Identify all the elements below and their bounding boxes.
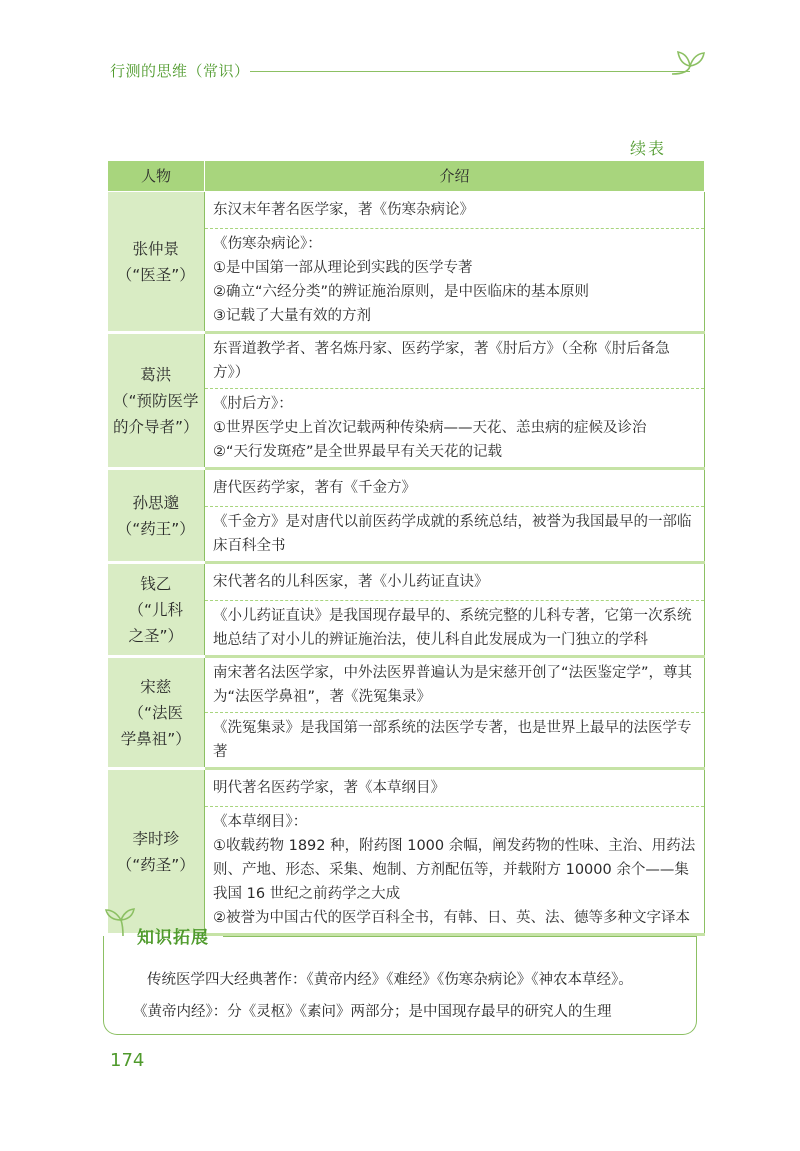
intro-cell: [205, 469, 705, 507]
knowledge-text: 《黄帝内经》：分《灵枢》《素问》两部分；是中国现存最早的研究人的生理: [133, 1004, 612, 1020]
person-name: 孙思邈: [132, 493, 179, 512]
header-rule: [250, 71, 690, 72]
work-line: ①是中国第一部从理论到实践的医学专著: [213, 260, 473, 276]
knowledge-box: [103, 904, 699, 1034]
person-title: （“儿科: [128, 600, 184, 619]
intro-cell: [205, 769, 705, 807]
table-row: [108, 769, 705, 807]
person-name: 宋慈: [140, 677, 172, 696]
intro-cell: [205, 657, 705, 713]
work-cell: [205, 389, 705, 469]
work-cell: [205, 601, 705, 657]
knowledge-text: 传统医学四大经典著作：《黄帝内经》《难经》《伤寒杂病论》《神农本草经》。: [147, 972, 633, 988]
person-title: 之圣”）: [128, 626, 184, 645]
work-cell: [205, 713, 705, 769]
person-cell: [108, 469, 205, 563]
table-header-row: [108, 161, 705, 192]
intro-text: 东晋道教学者、著名炼丹家、医药学家，著《肘后方》（全称《肘后备急方》）: [213, 341, 670, 381]
person-cell: [108, 657, 205, 769]
intro-cell: [205, 192, 705, 229]
work-line: ②确立“六经分类”的辨证施治原则，是中医临床的基本原则: [213, 284, 590, 300]
intro-text: 南宋著名法医学家，中外法医界普遍认为是宋慈开创了“法医鉴定学”，尊其为“法医学鼻祖”，著《洗冤集录》: [213, 665, 693, 705]
work-line: ①收载药物 1892 种，附药图 1000 余幅，阐发药物的性味、主治、用药法则、产地、形态、采集、炮制、方剂配伍等，并载附方 10000 余个——集我国 16 世纪之前药学之大成: [213, 838, 696, 902]
work-line: 《千金方》是对唐代以前医药学成就的系统总结，被誉为我国最早的一部临床百科全书: [213, 514, 692, 554]
person-cell: [108, 333, 205, 469]
intro-text: 宋代著名的儿科医家，著《小儿药证直诀》: [213, 574, 489, 590]
person-name: 李时珍: [132, 829, 179, 848]
person-cell: [108, 563, 205, 657]
person-title: （“预防医学: [112, 391, 199, 410]
work-line: 《洗冤集录》是我国第一部系统的法医学专著，也是世界上最早的法医学专著: [213, 720, 692, 760]
column-header-person: 人物: [108, 161, 205, 192]
table-row: [108, 192, 705, 229]
person-name: 钱乙: [140, 574, 172, 593]
person-title: （“医圣”）: [116, 265, 195, 284]
work-line: ③记载了大量有效的方剂: [213, 308, 371, 324]
intro-text: 明代著名医药学家，著《本草纲目》: [213, 780, 445, 796]
header-title: 行测的思维（常识）: [110, 62, 250, 80]
figures-table: [107, 160, 704, 936]
table-row: [108, 657, 705, 713]
person-title: 学鼻祖”）: [120, 729, 191, 748]
work-line: ①世界医学史上首次记载两种传染病——天花、恙虫病的症候及诊治: [213, 420, 647, 436]
table-row: [108, 563, 705, 601]
work-cell: [205, 229, 705, 333]
work-line: 《肘后方》：: [213, 396, 293, 412]
work-line: 《小儿药证直诀》是我国现存最早的、系统完整的儿科专著，它第一次系统地总结了对小儿的辨证施治法，使儿科自此发展成为一门独立的学科: [213, 608, 692, 648]
intro-text: 东汉末年著名医学家，著《伤寒杂病论》: [213, 202, 474, 218]
page-header: [110, 60, 710, 88]
table-row: [108, 469, 705, 507]
work-line: 《本草纲目》：: [213, 814, 308, 830]
table-row: [108, 333, 705, 389]
person-name: 葛洪: [140, 365, 172, 384]
intro-cell: [205, 563, 705, 601]
sprout-icon: [668, 44, 708, 80]
person-cell: [108, 192, 205, 333]
knowledge-title: 知识拓展: [137, 928, 209, 948]
person-title: （“法医: [128, 703, 184, 722]
person-title: 的介导者”）: [112, 417, 199, 436]
work-cell: [205, 507, 705, 563]
page-number: 174: [110, 1050, 145, 1071]
intro-text: 唐代医药学家，著有《千金方》: [213, 480, 416, 496]
person-title: （“药王”）: [116, 519, 195, 538]
work-line: 《伤寒杂病论》：: [213, 236, 322, 252]
table-caption: 续表: [630, 139, 667, 158]
person-name: 张仲景: [132, 239, 179, 258]
work-line: ②“天行发斑疮”是全世界最早有关天花的记载: [213, 444, 503, 460]
sprout-icon: [103, 904, 137, 938]
column-header-intro: 介绍: [205, 161, 705, 192]
work-line: ②被誉为中国古代的医学百科全书，有韩、日、英、法、德等多种文字译本: [213, 910, 690, 926]
person-title: （“药圣”）: [116, 855, 195, 874]
intro-cell: [205, 333, 705, 389]
